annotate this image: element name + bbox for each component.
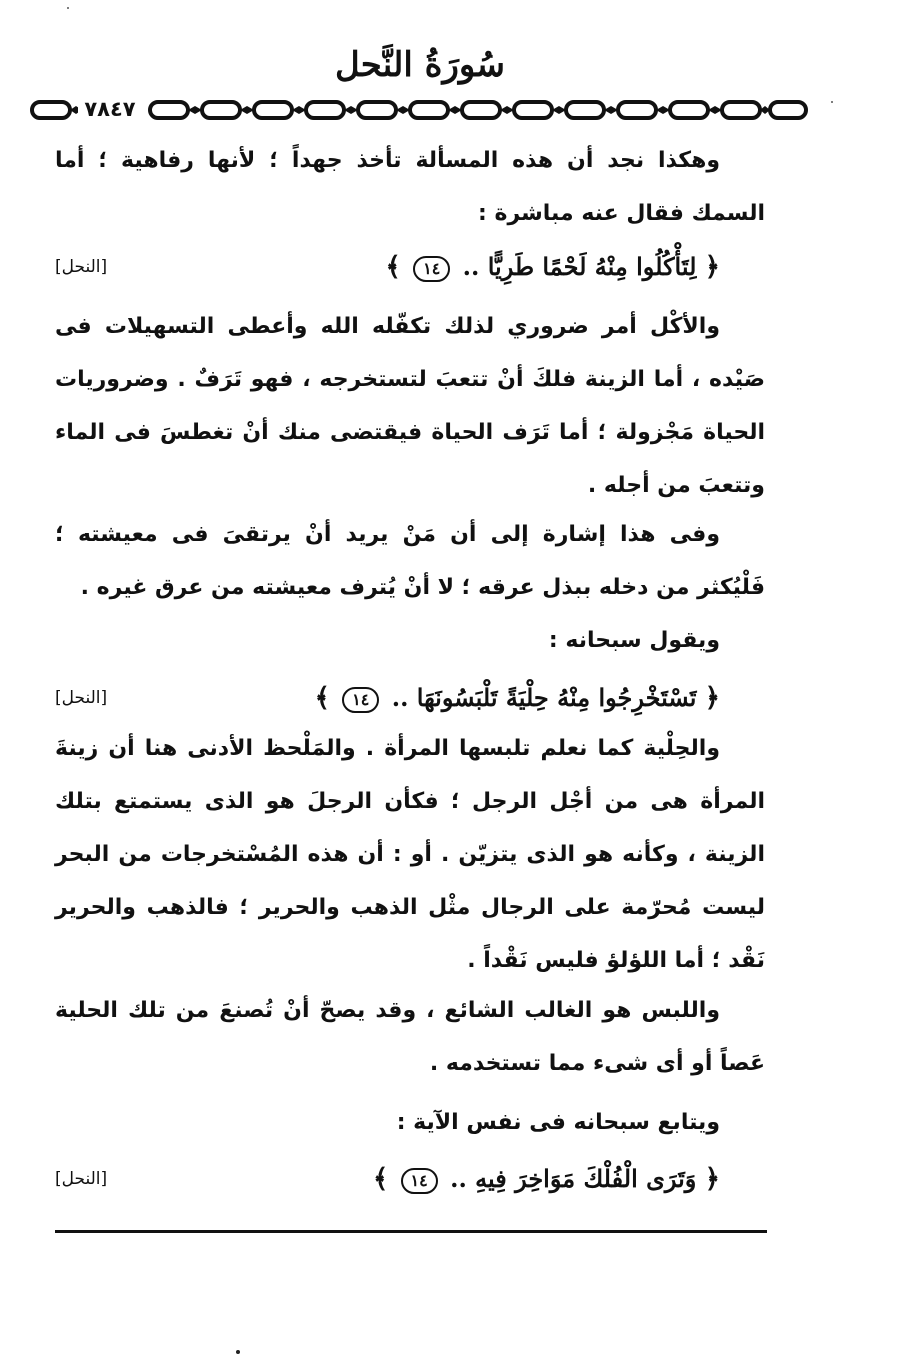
verse-number-badge: ١٤ [401, 1168, 438, 1194]
page-number: ٧٨٤٧ [78, 94, 142, 124]
verse-number-badge: ١٤ [413, 256, 450, 282]
verse-open-bracket: ﴿ [704, 1164, 720, 1194]
verse-open-bracket: ﴿ [704, 252, 720, 282]
paragraph: والحِلْية كما نعلم تلبسها المرأة . والمَلْحظ الأدنى هنا أن زينةَ المرأة هى من أجْل الرجل ؛ فكأن الرجلَ هو الذى يستمتع بتلك الزينة ، وكأنه هو الذى يتزيّن . أو : أن هذه المُسْتخرجات من البحر ليست مُحرّمة على الرجال مثْل الذهب والحرير ؛ فالذهب والحرير نَقْد ؛ أما اللؤلؤ فليس نَقْداً . [55, 736, 765, 973]
paragraph: واللبس هو الغالب الشائع ، وقد يصحّ أنْ تُصنعَ من تلك الحلية عَصاً أو أى شىء مما تستخدمه . [55, 998, 765, 1076]
paragraph: والأكْل أمر ضروري لذلك تكفّله الله وأعطى التسهيلات فى صَيْده ، أما الزينة فلكَ أنْ تتعبَ لتستخرجه ، فهو تَرَفٌ . وضروريات الحياة مَجْزولة ؛ أما تَرَف الحياة فيقتضى منك أنْ تغطسَ فى الماء وتتعبَ من أجله . [55, 314, 765, 498]
verse-text: لِتَأْكُلُوا مِنْهُ لَحْمًا طَرِيًّا .. [462, 252, 697, 281]
verse-close-bracket: ﴾ [385, 252, 401, 282]
surah-title: سُورَةُ النَّحل [335, 45, 505, 85]
paragraph: ويقول سبحانه : [548, 628, 720, 653]
verse-source: [النحل] [55, 688, 108, 708]
verse-number-badge: ١٤ [342, 687, 379, 713]
verse-close-bracket: ﴾ [314, 683, 330, 713]
paragraph: وفى هذا إشارة إلى أن مَنْ يريد أنْ يرتقىَ فى معيشته ؛ فَلْيُكثر من دخله ببذل عرقه ؛ لا أنْ يُترف معيشته من عرق غيره . [55, 522, 765, 600]
verse-source: [النحل] [55, 257, 108, 277]
verse-text: وَتَرَى الْفُلْكَ مَوَاخِرَ فِيهِ .. [450, 1164, 697, 1193]
paragraph: ويتابع سبحانه فى نفس الآية : [396, 1110, 720, 1135]
verse-text: تَسْتَخْرِجُوا مِنْهُ حِلْيَةً تَلْبَسُونَهَا .. [391, 683, 697, 712]
verse-close-bracket: ﴾ [372, 1164, 389, 1194]
verse-open-bracket: ﴿ [704, 683, 720, 713]
verse-source: [النحل] [55, 1169, 108, 1189]
paragraph: وهكذا نجد أن هذه المسألة تأخذ جهداً ؛ لأنها رفاهية ؛ أما السمك فقال عنه مباشرة : [55, 148, 765, 226]
